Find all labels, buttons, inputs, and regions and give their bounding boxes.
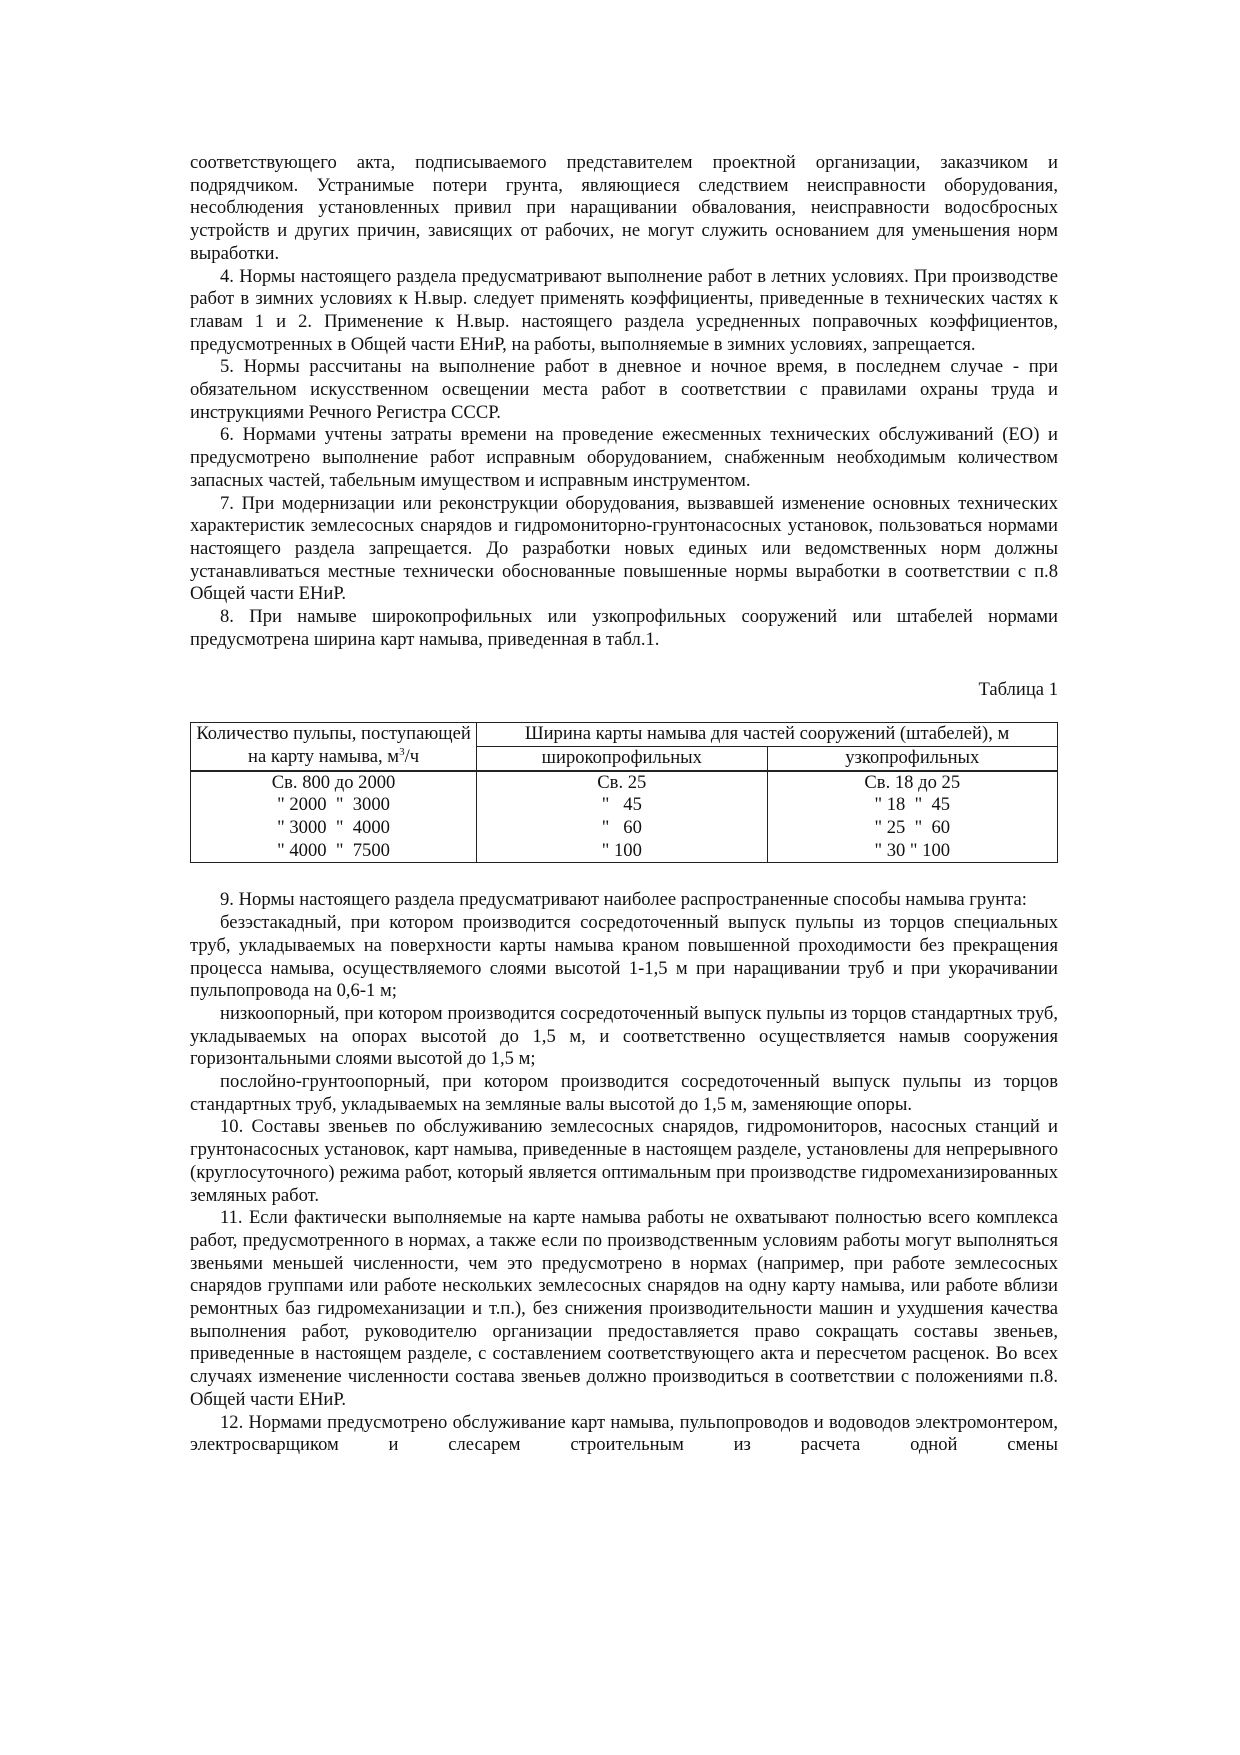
- table-caption: Таблица 1: [978, 679, 1058, 701]
- paragraph: 4. Нормы настоящего раздела предусматривают выполнение работ в летних условиях. При производстве работ в зимних условиях к Н.выр. следует применять коэффициенты, приведенные в технических частях к главам 1 и 2. Применение к Н.выр. настоящего раздела усредненных поправочных коэффициентов, предусмотренных в Общей части ЕНиР, на работы, выполняемые в зимних условиях, запрещается.: [190, 265, 1058, 355]
- col1-header: Количество пульпы, поступающей на карту намыва, $м^3/ч$: [191, 723, 477, 771]
- cell: " 45: [477, 794, 767, 817]
- cell: " 3000 " 4000: [191, 817, 477, 840]
- cell: Св. 25: [477, 771, 767, 795]
- cell: " 18 " 45: [767, 794, 1057, 817]
- cell: " 60: [477, 817, 767, 840]
- cell: Св. 18 до 25: [767, 771, 1057, 795]
- document-page: [190, 152, 1058, 1457]
- cell: " 25 " 60: [767, 817, 1057, 840]
- paragraph: соответствующего акта, подписываемого представителем проектной организации, заказчиком и подрядчиком. Устранимые потери грунта, являющиеся следствием неисправности оборудования, несоблюдения установленных привил при наращивании обвалования, неисправности водосбросных устройств и других причин, зависящих от рабочих, не могут служить основанием для уменьшения норм выработки.: [190, 152, 1058, 264]
- table-row: [191, 794, 1058, 817]
- paragraph: 10. Составы звеньев по обслуживанию землесосных снарядов, гидромониторов, насосных станций и грунтонасосных установок, карт намыва, приведенные в настоящем разделе, установлены для непрерывного (круглосуточного) режима работ, который является оптимальным при производстве гидромеханизированных земляных работ.: [190, 1116, 1058, 1206]
- paragraph: 5. Нормы рассчитаны на выполнение работ в дневное и ночное время, в последнем случае - при обязательном искусственном освещении места работ в соответствии с правилами охраны труда и инструкциями Речного Регистра СССР.: [190, 356, 1058, 423]
- cell: " 4000 " 7500: [191, 840, 477, 863]
- table-row: [191, 771, 1058, 795]
- col2-header: широкопрофильных: [477, 746, 767, 770]
- paragraph: 7. При модернизации или реконструкции оборудования, вызвавшей изменение основных технических характеристик землесосных снарядов и гидромониторно-грунтонасосных установок, пользоваться нормами настоящего раздела запрещается. До разработки новых единых или ведомственных норм должны устанавливаться местные технически обоснованные повышенные нормы выработки в соответствии с п.8 Общей части ЕНиР.: [190, 492, 1058, 605]
- table-row: [191, 817, 1058, 840]
- cell: " 30 " 100: [767, 840, 1057, 863]
- paragraph: безэстакадный, при котором производится сосредоточенный выпуск пульпы из торцов специальных труб, укладываемых на поверхности карты намыва краном повышенной проходимости без прекращения процесса намыва, осуществляемого слоями высотой 1-1,5 м при наращивании труб и при укорачивании пульпопровода на 0,6-1 м;: [190, 912, 1058, 1002]
- paragraph: 12. Нормами предусмотрено обслуживание карт намыва, пульпопроводов и водоводов электромонтером, электросварщиком и слесарем строительным из расчета одной смены: [190, 1411, 1058, 1456]
- cell: Св. 800 до 2000: [191, 771, 477, 795]
- paragraph: 8. При намыве широкопрофильных или узкопрофильных сооружений или штабелей нормами предусмотрена ширина карт намыва, приведенная в табл.1.: [190, 606, 1058, 650]
- table-1: [190, 722, 1058, 863]
- cell: " 100: [477, 840, 767, 863]
- paragraph: низкоопорный, при котором производится сосредоточенный выпуск пульпы из торцов стандартных труб, укладываемых на опорах высотой до 1,5 м, и соответственно осуществляется намыв сооружения горизонтальными слоями высотой до 1,5 м;: [190, 1002, 1058, 1070]
- paragraph: 6. Нормами учтены затраты времени на проведение ежесменных технических обслуживаний (ЕО) и предусмотрено выполнение работ исправным оборудованием, снабженным необходимым количеством запасных частей, табельным имуществом и исправным инструментом.: [190, 424, 1058, 491]
- cell: " 2000 " 3000: [191, 794, 477, 817]
- col3-header: узкопрофильных: [767, 746, 1057, 770]
- paragraph: 9. Нормы настоящего раздела предусматривают наиболее распространенные способы намыва грунта:: [220, 889, 1027, 911]
- group-header: Ширина карты намыва для частей сооружений (штабелей), м: [477, 723, 1058, 747]
- paragraph: послойно-грунтоопорный, при котором производится сосредоточенный выпуск пульпы из торцов стандартных труб, укладываемых на земляные валы высотой до 1,5 м, заменяющие опоры.: [190, 1071, 1058, 1115]
- paragraph: 11. Если фактически выполняемые на карте намыва работы не охватывают полностью всего комплекса работ, предусмотренного в нормах, а также если по производственным условиям работы могут выполняться звеньями меньшей численности, чем это предусмотрено в нормах (например, при работе землесосных снарядов группами или работе нескольких землесосных снарядов на одну карту намыва, или работе вблизи ремонтных баз гидромеханизации и т.п.), без снижения производительности машин и ухудшения качества выполнения работ, руководителю организации предоставляется право сокращать составы звеньев, приведенные в настоящем разделе, с составлением соответствующего акта и пересчетом расценок. Во всех случаях изменение численности состава звеньев должно производиться в соответствии с положениями п.8. Общей части ЕНиР.: [190, 1207, 1058, 1410]
- table-row: [191, 840, 1058, 863]
